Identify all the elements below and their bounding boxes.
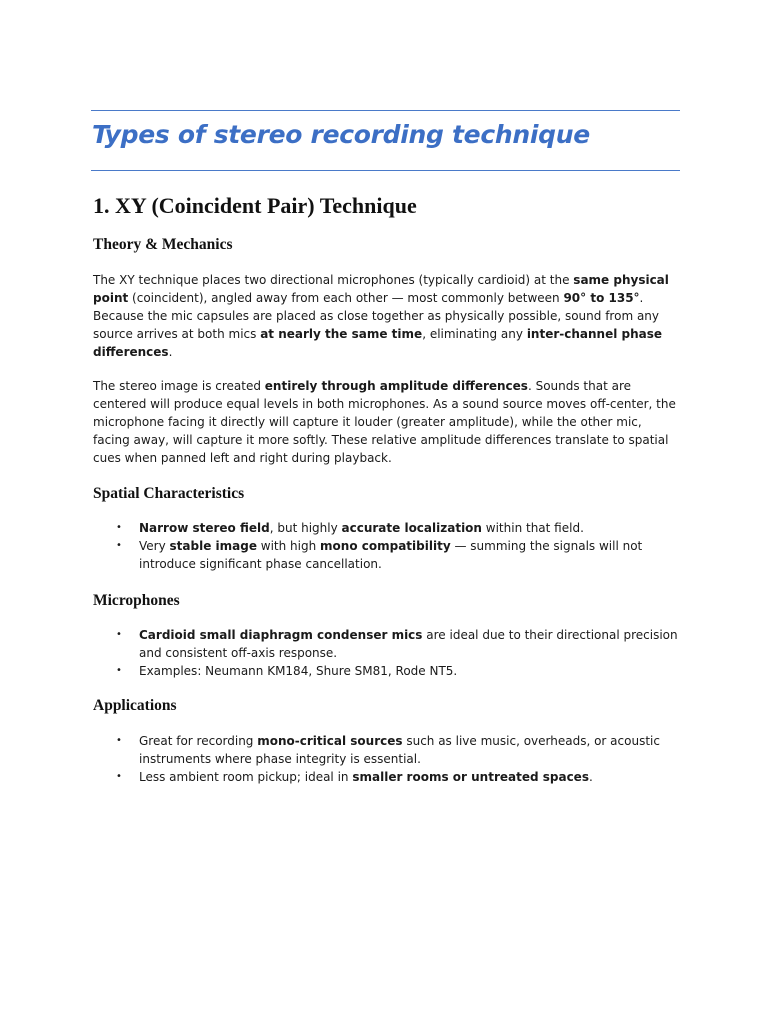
bullet-icon: • — [116, 629, 122, 640]
list-item — [93, 519, 683, 537]
paragraph-bold-text: 90° to 135° — [563, 291, 640, 305]
section-heading: 1. XY (Coincident Pair) Technique — [93, 193, 417, 218]
list-item-text: with high — [256, 539, 321, 553]
list-item-text: — summing the signals will not introduce significant phase cancellation. — [139, 539, 643, 571]
paragraph-bold-text: inter-channel phase differences — [93, 327, 663, 359]
paragraph-text: . — [168, 345, 173, 359]
bullet-icon: • — [116, 665, 122, 676]
title-top-rule — [91, 110, 680, 111]
applications-list — [93, 732, 683, 786]
list-item — [93, 768, 683, 786]
paragraph-text: (coincident), angled away from each other — most commonly between — [128, 291, 564, 305]
list-item-text: . — [588, 770, 593, 784]
paragraph-text: , eliminating any — [422, 327, 527, 341]
list-item-text: within that field. — [481, 521, 584, 535]
list-item-bold-text: mono-critical sources — [257, 734, 403, 748]
microphones-list — [93, 626, 683, 680]
theory-heading: Theory & Mechanics — [93, 236, 233, 253]
bullet-icon: • — [116, 735, 122, 746]
spatial-list — [93, 519, 683, 573]
bullet-icon: • — [116, 771, 122, 782]
paragraph-text: The XY technique places two directional microphones (typically cardioid) at the — [93, 273, 574, 287]
list-item-bold-text: Cardioid small diaphragm condenser mics — [139, 628, 423, 642]
list-item — [93, 732, 683, 768]
list-item-text: , but highly — [269, 521, 342, 535]
paragraph-bold-text: entirely through amplitude differences — [264, 379, 528, 393]
list-item-bold-text: Narrow stereo field — [139, 521, 270, 535]
microphones-heading: Microphones — [93, 592, 180, 609]
theory-paragraph-2 — [93, 377, 677, 467]
applications-heading: Applications — [93, 697, 177, 714]
title-bottom-rule — [91, 170, 680, 171]
list-item-text: Very — [139, 539, 170, 553]
paragraph-text: The stereo image is created — [93, 379, 265, 393]
list-item-bold-text: accurate localization — [341, 521, 482, 535]
list-item-text: Great for recording — [139, 734, 258, 748]
list-item — [93, 626, 683, 662]
bullet-icon: • — [116, 522, 122, 533]
paragraph-bold-text: same physical point — [93, 273, 669, 305]
bullet-icon: • — [116, 540, 122, 551]
list-item-text: are ideal due to their directional precision and consistent off-axis response. — [139, 628, 678, 660]
list-item-text: Examples: Neumann KM184, Shure SM81, Rode NT5. — [139, 664, 458, 678]
list-item — [93, 662, 683, 680]
list-item-bold-text: stable image — [169, 539, 257, 553]
list-item — [93, 537, 683, 573]
list-item-bold-text: smaller rooms or untreated spaces — [352, 770, 589, 784]
paragraph-bold-text: at nearly the same time — [260, 327, 423, 341]
document-title: Types of stereo recording technique — [92, 120, 590, 149]
list-item-bold-text: mono compatibility — [320, 539, 451, 553]
paragraph-text: . Sounds that are centered will produce equal levels in both microphones. As a sound source moves off-center, the microphone facing it directly will capture it louder (greater amplitude), while the other mic, facing away, will capture it more softly. These relative amplitude differences translate to spatial cues when panned left and right during playback. — [93, 379, 676, 465]
paragraph-text: . Because the mic capsules are placed as close together as physically possible, sound from any source arrives at both mics — [93, 291, 660, 341]
theory-paragraph-1 — [93, 271, 677, 361]
spatial-heading: Spatial Characteristics — [93, 485, 245, 502]
list-item-text: Less ambient room pickup; ideal in — [139, 770, 353, 784]
list-item-text: such as live music, overheads, or acoustic instruments where phase integrity is essential. — [139, 734, 660, 766]
